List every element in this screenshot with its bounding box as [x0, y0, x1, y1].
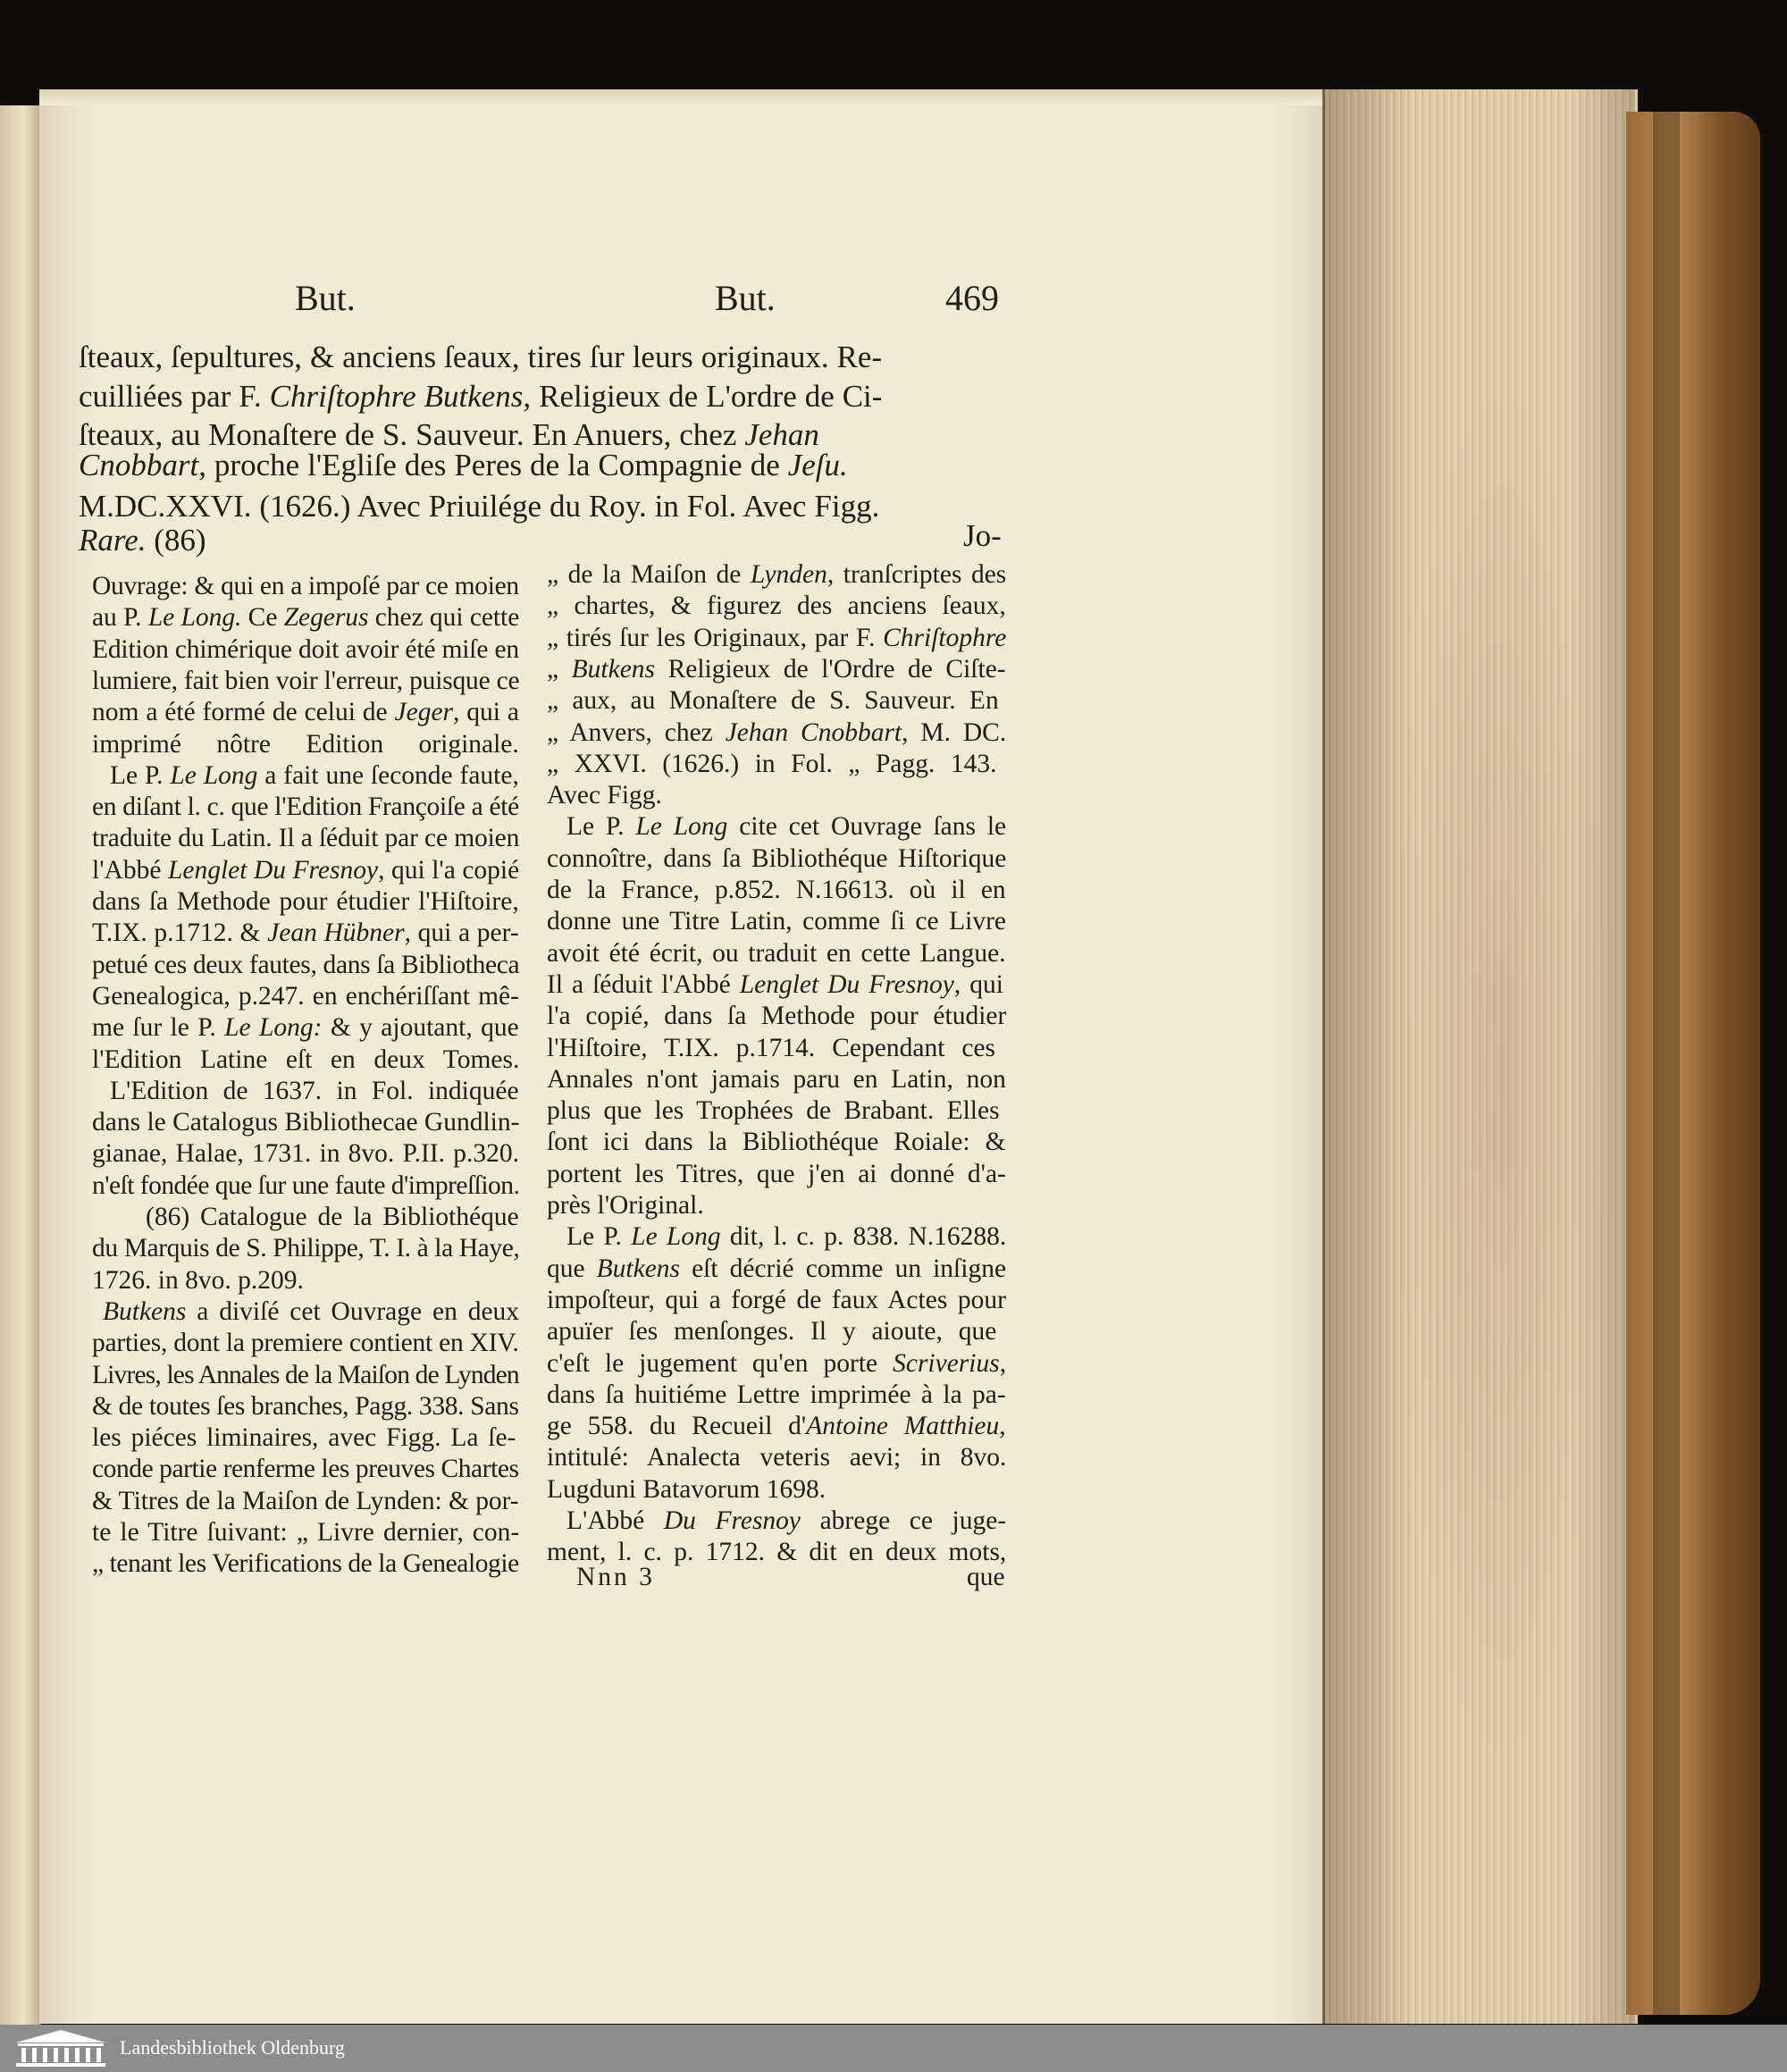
text-line — [92, 667, 519, 696]
text-line — [547, 1286, 1006, 1315]
text-run: L'Edition de 1637. in Fol. indiquée — [110, 1076, 519, 1105]
text-run: c'eſt le jugement qu'en porte — [547, 1348, 894, 1378]
italic-run: Butkens — [571, 654, 656, 684]
italic-run: Jehan Cnobbart — [725, 717, 902, 747]
text-run: dans le Catalogus Bibliothecae Gundlin- — [92, 1108, 520, 1137]
page-number: 469 — [945, 278, 999, 318]
text-run: cite cet Ouvrage ſans le — [727, 812, 1007, 842]
italic-run: Jeſu. — [787, 448, 848, 482]
text-run: L'Abbé — [566, 1506, 664, 1535]
text-run: Avec Figg. — [547, 781, 662, 810]
text-run: , tranſcriptes des — [826, 560, 1007, 589]
text-line — [92, 1108, 519, 1137]
text-line — [92, 730, 519, 759]
text-run: Ouvrage: & qui en a impoſé par ce moien — [92, 572, 519, 600]
text-run: „ tenant les Verifications de la Genealogie — [92, 1549, 519, 1579]
text-run: me ſur le P. — [92, 1013, 225, 1043]
text-run: ſont ici dans la Bibliothéque Roiale: & — [547, 1128, 1006, 1157]
text-run: a fait une ſeconde faute, — [257, 760, 519, 790]
text-run: les piéces liminaires, avec Figg. La ſe- — [92, 1423, 516, 1453]
italic-run: Le Long. — [147, 603, 242, 633]
text-line — [547, 907, 1006, 936]
text-line — [547, 1034, 995, 1063]
text-line — [547, 750, 997, 779]
text-run: imprimé nôtre Edition originale. — [92, 729, 519, 759]
text-run: près l'Original. — [547, 1191, 704, 1220]
text-run: cuilliées par F. — [79, 379, 270, 414]
text-run: , qui a per- — [404, 919, 519, 948]
text-run: dans ſa huitiéme Lettre imprimée à la pa- — [547, 1380, 1006, 1409]
text-line — [92, 1549, 519, 1579]
text-run: donne une Titre Latin, comme ſi ce Livre — [547, 907, 1006, 936]
text-run: plus que les Trophées de Brabant. Elles — [547, 1096, 1000, 1126]
text-line — [547, 1412, 1006, 1441]
text-run: traduite du Latin. Il a ſéduit par ce moien — [92, 824, 520, 853]
text-run: que — [547, 1254, 597, 1283]
text-run: nom a été formé de celui de — [92, 698, 395, 727]
text-run: portent les Titres, que j'en ai donné d'a- — [547, 1159, 1006, 1188]
text-line — [547, 591, 1006, 621]
text-line — [92, 603, 519, 633]
text-line — [92, 572, 519, 601]
text-run: , qui a — [453, 698, 519, 727]
text-line — [92, 1361, 519, 1390]
title-line — [79, 523, 436, 558]
left-page-edge — [0, 105, 41, 2026]
text-run: „ — [547, 654, 572, 684]
library-name: Landesbibliothek Oldenburg — [120, 2036, 345, 2059]
text-run: , M. DC. — [902, 717, 1007, 747]
text-line — [547, 1065, 1006, 1095]
text-line — [92, 887, 519, 917]
text-line — [547, 1191, 704, 1221]
text-run: Le P. — [566, 812, 636, 842]
text-run: , qui — [953, 969, 1003, 999]
text-run: te le Titre ſuivant: „ Livre dernier, con- — [92, 1518, 520, 1547]
italic-run: Lenglet Du Fresnoy — [167, 855, 379, 885]
text-run: T.IX. p.1712. & — [92, 919, 268, 948]
text-run: l'a copié, dans ſa Methode pour étudier — [547, 1002, 1007, 1031]
text-run: l'Hiſtoire, T.IX. p.1714. Cependant ces — [547, 1033, 996, 1062]
text-line — [547, 876, 1006, 905]
text-line — [547, 1380, 1006, 1410]
text-run: intitulé: Analecta veteris aevi; in 8vo. — [547, 1443, 1007, 1472]
text-line — [92, 856, 519, 885]
text-line — [547, 1096, 1000, 1126]
text-line — [547, 781, 662, 810]
text-run: n'eſt fondée que ſur une faute d'impreſſion. — [92, 1170, 520, 1200]
text-run: impoſteur, qui a forgé de faux Actes pour — [547, 1285, 1006, 1314]
text-run: avoit été écrit, ou traduit en cette Langue. — [547, 938, 1006, 968]
italic-run: Rare. — [79, 523, 147, 558]
text-run: Edition chimérique doit avoir été miſe en — [92, 634, 519, 664]
text-line — [547, 1128, 1006, 1157]
text-run: „ chartes, & figurez des anciens ſeaux, — [547, 591, 1006, 621]
catchword-bottom: que — [967, 1563, 1005, 1591]
text-line — [92, 919, 519, 948]
text-run: parties, dont la premiere contient en XIV. — [92, 1329, 519, 1358]
text-line — [566, 1506, 1006, 1536]
text-run: l'Edition Latine eſt en deux Tomes. — [92, 1044, 520, 1074]
text-line — [110, 761, 519, 791]
text-run: Le P. — [566, 1222, 632, 1252]
text-line — [547, 970, 1003, 1000]
title-line — [79, 340, 1008, 375]
text-line — [92, 1045, 519, 1075]
text-run: „ tirés ſur les Originaux, par F. — [547, 623, 884, 652]
title-line — [79, 489, 1008, 524]
italic-run: Chriſtophre Butkens — [269, 379, 524, 414]
text-run: Annales n'ont jamais paru en Latin, non — [547, 1064, 1006, 1094]
text-run: du Marquis de S. Philippe, T. I. à la Haye, — [92, 1234, 520, 1263]
italic-run: Le Long — [635, 812, 728, 842]
italic-run: Cnobbart — [79, 448, 199, 482]
text-run: apuïer ſes menſonges. Il y aioute, que — [547, 1317, 997, 1346]
text-run: „ XXVI. (1626.) in Fol. „ Pagg. 143. — [547, 749, 997, 778]
text-line — [92, 1139, 519, 1169]
italic-run: Du Fresnoy — [663, 1506, 801, 1535]
text-line — [547, 718, 1006, 748]
text-line — [92, 1013, 519, 1043]
text-run: gianae, Halae, 1731. in 8vo. P.II. p.320. — [92, 1139, 519, 1169]
text-run: , Religieux de L'ordre de Ci- — [523, 379, 883, 414]
text-run: , proche l'Egliſe des Peres de la Compagnie de — [198, 448, 788, 482]
text-run: en diſant l. c. que l'Edition Françoiſe a été — [92, 793, 519, 822]
text-line — [547, 1002, 1006, 1031]
text-run: „ Anvers, chez — [547, 717, 726, 747]
running-head-left: But. — [295, 278, 356, 318]
text-run: ge 558. du Recueil d' — [547, 1412, 807, 1441]
text-run: chez qui cette — [368, 603, 520, 633]
text-run: ſteaux, ſepultures, & anciens ſeaux, tires ſur leurs originaux. Re- — [79, 340, 883, 374]
text-line — [547, 939, 1006, 969]
text-line — [92, 1392, 519, 1422]
italic-run: Butkens — [103, 1296, 187, 1326]
text-line — [92, 824, 519, 853]
text-line — [92, 1487, 519, 1516]
text-run: a diviſé cet Ouvrage en deux — [186, 1296, 520, 1326]
page-edge-shading — [1322, 89, 1635, 2024]
text-line — [92, 951, 519, 980]
text-line — [92, 793, 519, 822]
italic-run: Jehan — [744, 417, 819, 452]
italic-run: Le Long: — [224, 1013, 323, 1043]
text-run: „ de la Maiſon de — [547, 560, 751, 589]
italic-run: Zegerus — [283, 603, 369, 633]
title-line — [79, 379, 1008, 415]
text-line — [103, 1297, 519, 1327]
text-line — [92, 1518, 519, 1548]
italic-run: Lenglet Du Fresnoy — [739, 969, 954, 999]
text-run: M.DC.XXVI. (1626.) Avec Priuilége du Roy. in Fol. Avec Figg. — [79, 489, 880, 524]
text-line — [547, 844, 1006, 874]
text-run: & Titres de la Maiſon de Lynden: & por- — [92, 1486, 519, 1515]
italic-run: Lynden — [750, 560, 827, 589]
library-building-icon — [13, 2028, 109, 2068]
text-line — [92, 1329, 519, 1358]
text-line — [92, 1171, 519, 1201]
text-run: (86) Catalogue de la Bibliothéque — [146, 1203, 519, 1231]
text-run: eſt décrié comme un inſigne — [680, 1254, 1007, 1283]
text-run: Lugduni Batavorum 1698. — [547, 1474, 826, 1504]
text-line — [92, 635, 519, 665]
text-line — [92, 1234, 519, 1263]
text-line — [110, 1077, 519, 1106]
text-run: petué ces deux fautes, dans ſa Bibliotheca — [92, 950, 520, 979]
text-run: dans ſa Methode pour étudier l'Hiſtoire, — [92, 887, 519, 916]
text-run: de la France, p.852. N.16613. où il en — [547, 876, 1006, 904]
text-run: (86) — [146, 523, 206, 558]
text-line — [547, 1317, 996, 1346]
text-run: au P. — [92, 603, 148, 633]
text-run: Ce — [241, 603, 284, 633]
text-line — [92, 982, 519, 1011]
book-cover — [1626, 112, 1760, 2015]
text-line — [146, 1203, 519, 1232]
text-line — [547, 1349, 1006, 1379]
text-run: abrege ce juge- — [801, 1506, 1007, 1535]
text-run: ment, l. c. p. 1712. & dit en deux mots, — [547, 1538, 1007, 1567]
text-run: l'Abbé — [92, 855, 168, 885]
text-line — [547, 1443, 1006, 1472]
page-top-shadow — [39, 89, 1348, 105]
text-line — [547, 1475, 826, 1505]
signature-mark: Nnn 3 — [576, 1563, 655, 1591]
text-run: ſteaux, au Monaſtere de S. Sauveur. En Anuers, chez — [79, 417, 745, 452]
text-line — [92, 1266, 304, 1296]
italic-run: Chriſtophre — [883, 623, 1007, 652]
text-run: Le P. — [110, 760, 171, 790]
text-run: Il a ſéduit l'Abbé — [547, 969, 740, 999]
italic-run: Jeger — [394, 698, 454, 727]
text-line — [92, 1455, 519, 1484]
text-run: Livres, les Annales de la Maiſon de Lynden — [92, 1360, 519, 1389]
text-run: , qui l'a copié — [378, 855, 520, 885]
text-run: 1726. in 8vo. p.209. — [92, 1265, 304, 1295]
text-line — [566, 1222, 1006, 1252]
text-run: Religieux de l'Ordre de Ciſte- — [655, 654, 1006, 684]
running-head-center: But. — [715, 278, 776, 318]
text-line — [547, 560, 1006, 590]
text-line — [547, 686, 999, 716]
text-line — [547, 1160, 1006, 1189]
text-line — [547, 624, 1006, 653]
catchword-top: Jo- — [963, 518, 1002, 553]
text-run: lumiere, fait bien voir l'erreur, puisque ce — [92, 666, 520, 695]
text-line — [547, 655, 1006, 684]
book-cover-crease — [1653, 112, 1680, 2015]
italic-run: Jean Hübner — [267, 919, 405, 948]
text-run: dit, l. c. p. 838. N.16288. — [720, 1222, 1007, 1252]
text-line — [547, 1254, 1006, 1284]
italic-run: Le Long — [631, 1222, 721, 1252]
text-run: , — [999, 1412, 1006, 1441]
text-line — [566, 812, 1006, 842]
text-run: „ aux, au Monaſtere de S. Sauveur. En — [547, 686, 999, 716]
italic-run: Butkens — [596, 1254, 681, 1283]
title-line — [79, 448, 1008, 483]
text-line — [92, 698, 519, 727]
text-run: conde partie renferme les preuves Chartes — [92, 1455, 519, 1484]
text-run: & de toutes ſes branches, Pagg. 338. Sans — [92, 1391, 519, 1421]
italic-run: Scriverius — [893, 1348, 1000, 1378]
italic-run: Antoine Matthieu — [806, 1412, 1000, 1441]
text-run: & y ajoutant, que — [322, 1013, 519, 1043]
text-run: , — [999, 1348, 1007, 1378]
text-run: connoître, dans ſa Bibliothéque Hiſtorique — [547, 843, 1007, 873]
text-run: Genealogica, p.247. en enchériſſant mê- — [92, 981, 519, 1011]
text-line — [92, 1423, 516, 1453]
italic-run: Le Long — [170, 760, 258, 790]
